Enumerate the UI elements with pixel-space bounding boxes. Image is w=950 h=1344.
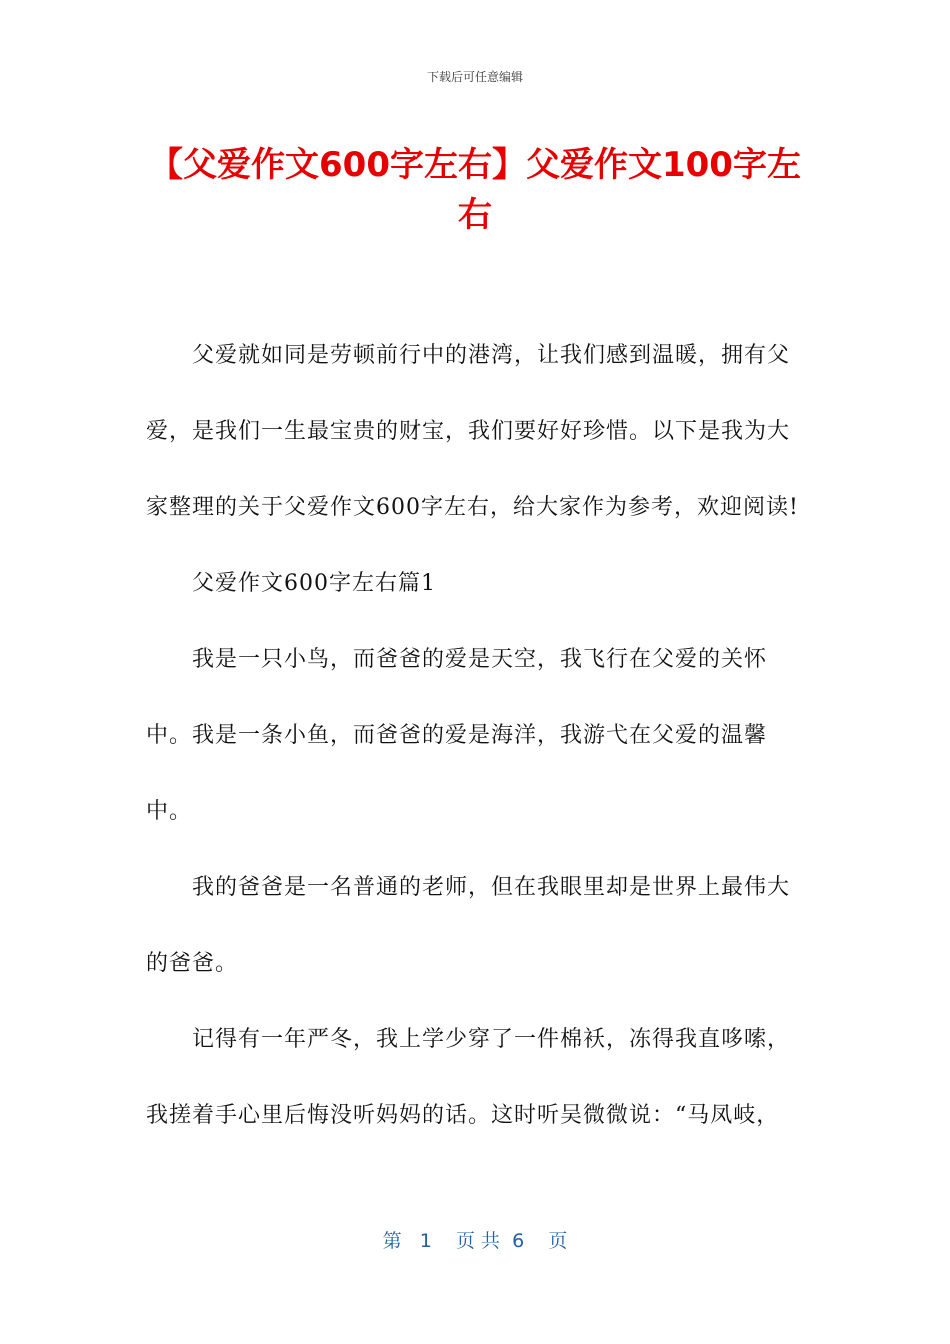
- document-title: 【父爱作文600字左右】父爱作文100字左右: [149, 145, 801, 235]
- paragraph-intro: 父爱就如同是劳顿前行中的港湾，让我们感到温暖，拥有父爱，是我们一生最宝贵的财宝，我们要好好珍惜。以下是我为大家整理的关于父爱作文600字左右，给大家作为参考，欢迎阅读!: [146, 343, 799, 520]
- section-heading: 父爱作文600字左右篇1: [192, 571, 436, 596]
- header-note: 下载后可任意编辑: [426, 70, 523, 84]
- paragraph: 我是一只小鸟，而爸爸的爱是天空，我飞行在父爱的关怀中。我是一条小鱼，而爸爸的爱是海洋，我游弋在父爱的温馨中。: [146, 647, 768, 824]
- page-footer: 第 1 页 共 6 页: [382, 1230, 568, 1252]
- paragraph: 记得有一年严冬，我上学少穿了一件棉袄，冻得我直哆嗦，我搓着手心里后悔没听妈妈的话。这时听吴微微说：“马凤岐，: [146, 1027, 791, 1128]
- paragraph: 我的爸爸是一名普通的老师，但在我眼里却是世界上最伟大的爸爸。: [146, 875, 791, 976]
- document-body: [146, 318, 812, 1154]
